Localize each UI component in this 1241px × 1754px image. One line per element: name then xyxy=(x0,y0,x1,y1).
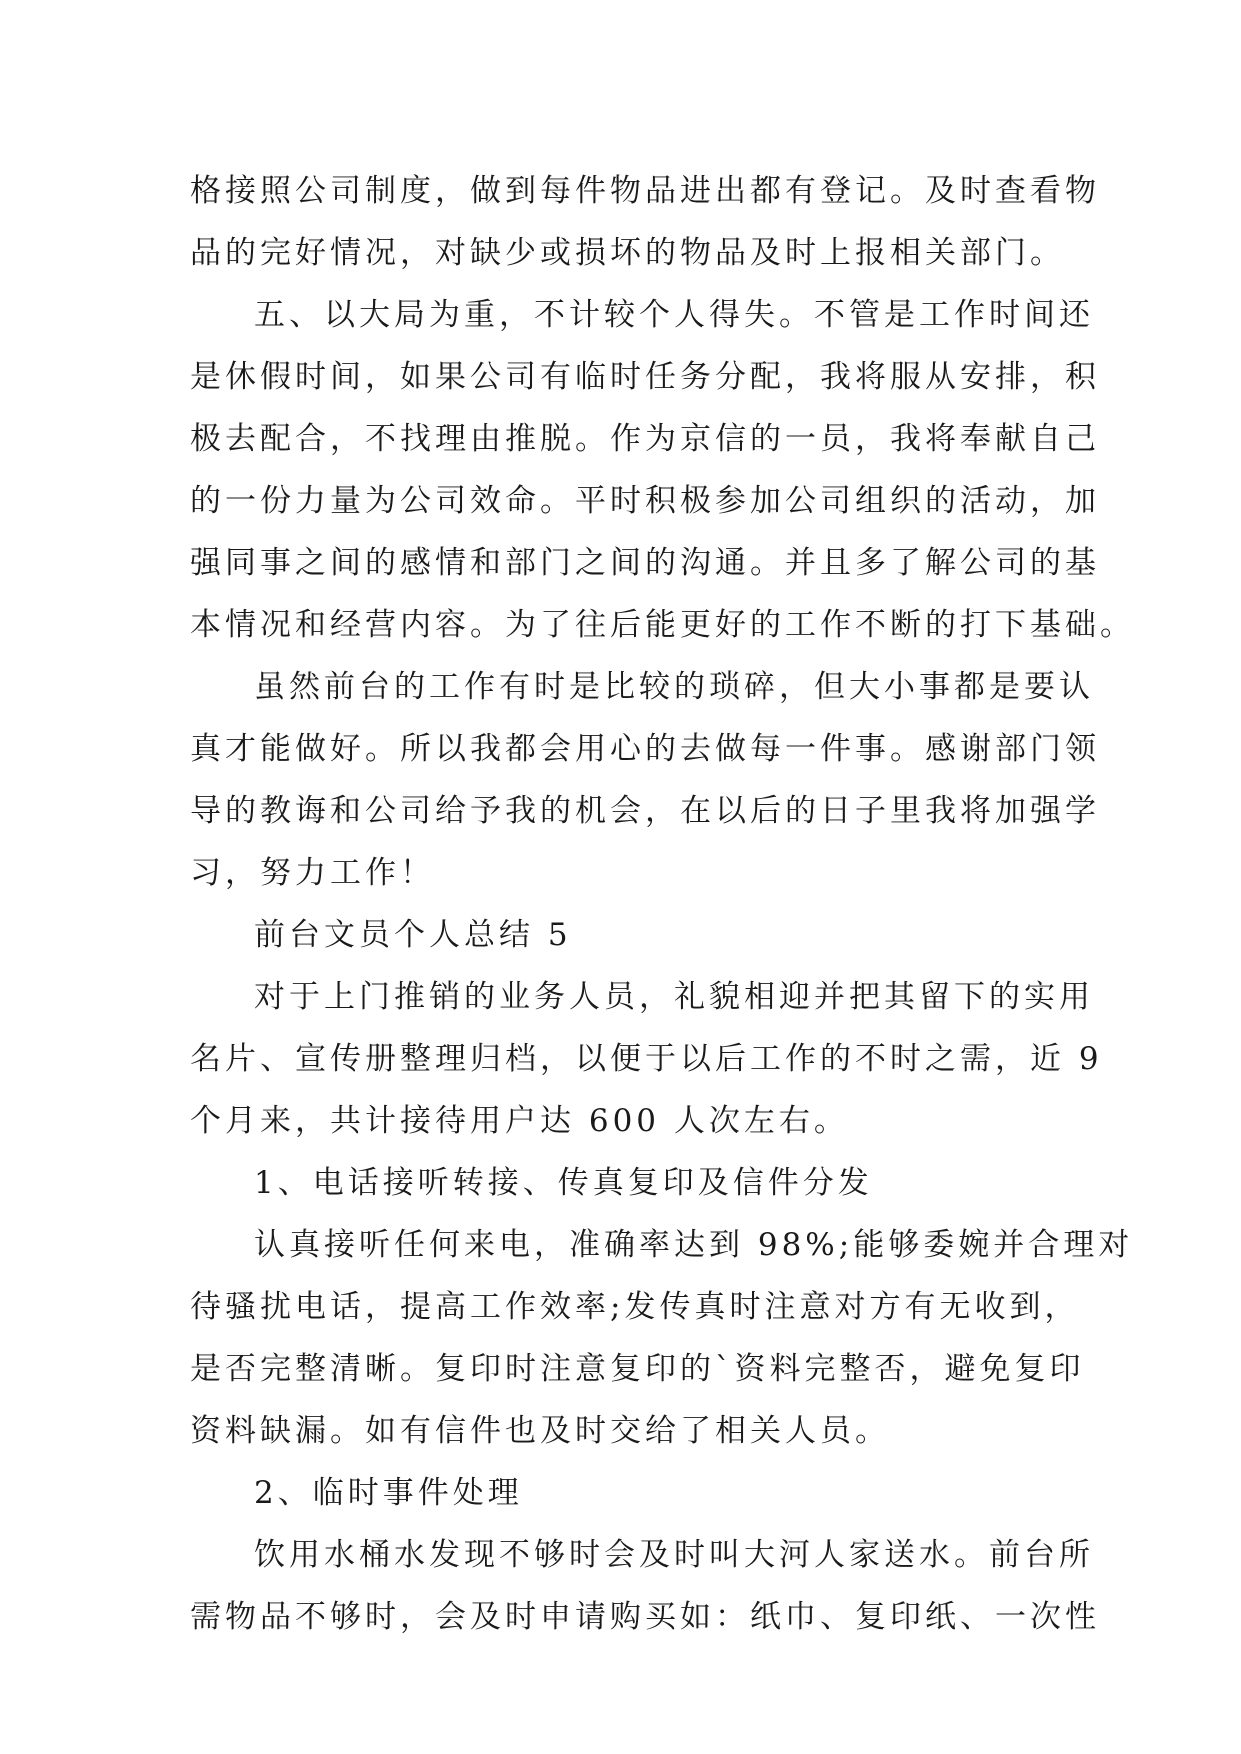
text-line: 是休假时间，如果公司有临时任务分配，我将服从安排，积 xyxy=(190,359,1100,395)
text-line: 极去配合，不找理由推脱。作为京信的一员，我将奉献自己 xyxy=(190,421,1100,457)
text-line: 是否完整清晰。复印时注意复印的`资料完整否，避免复印 xyxy=(190,1351,1085,1387)
text-line: 本情况和经营内容。为了往后能更好的工作不断的打下基础。 xyxy=(190,607,1135,643)
text-line: 前台文员个人总结 5 xyxy=(254,917,572,953)
text-line: 需物品不够时，会及时申请购买如：纸巾、复印纸、一次性 xyxy=(190,1599,1100,1635)
text-line: 饮用水桶水发现不够时会及时叫大河人家送水。前台所 xyxy=(254,1537,1094,1573)
text-line: 品的完好情况，对缺少或损坏的物品及时上报相关部门。 xyxy=(190,235,1065,271)
text-line: 1、电话接听转接、传真复印及信件分发 xyxy=(254,1165,873,1201)
text-line: 个月来，共计接待用户达 600 人次左右。 xyxy=(190,1103,849,1139)
document-body xyxy=(190,160,1135,1648)
text-line: 名片、宣传册整理归档，以便于以后工作的不时之需，近 9 xyxy=(190,1041,1103,1077)
text-line: 认真接听任何来电，准确率达到 98%;能够委婉并合理对 xyxy=(254,1227,1134,1263)
text-line: 格接照公司制度，做到每件物品进出都有登记。及时查看物 xyxy=(190,173,1100,209)
text-line: 导的教诲和公司给予我的机会，在以后的日子里我将加强学 xyxy=(190,793,1100,829)
text-line: 2、临时事件处理 xyxy=(254,1475,523,1511)
text-line: 待骚扰电话，提高工作效率;发传真时注意对方有无收到， xyxy=(190,1289,1080,1325)
text-line: 资料缺漏。如有信件也及时交给了相关人员。 xyxy=(190,1413,890,1449)
text-line: 五、以大局为重，不计较个人得失。不管是工作时间还 xyxy=(254,297,1094,333)
text-line: 习，努力工作！ xyxy=(190,855,435,891)
text-line: 的一份力量为公司效命。平时积极参加公司组织的活动，加 xyxy=(190,483,1100,519)
text-line: 虽然前台的工作有时是比较的琐碎，但大小事都是要认 xyxy=(254,669,1094,705)
text-line: 真才能做好。所以我都会用心的去做每一件事。感谢部门领 xyxy=(190,731,1100,767)
text-line: 强同事之间的感情和部门之间的沟通。并且多了解公司的基 xyxy=(190,545,1100,581)
text-line: 对于上门推销的业务人员，礼貌相迎并把其留下的实用 xyxy=(254,979,1094,1015)
